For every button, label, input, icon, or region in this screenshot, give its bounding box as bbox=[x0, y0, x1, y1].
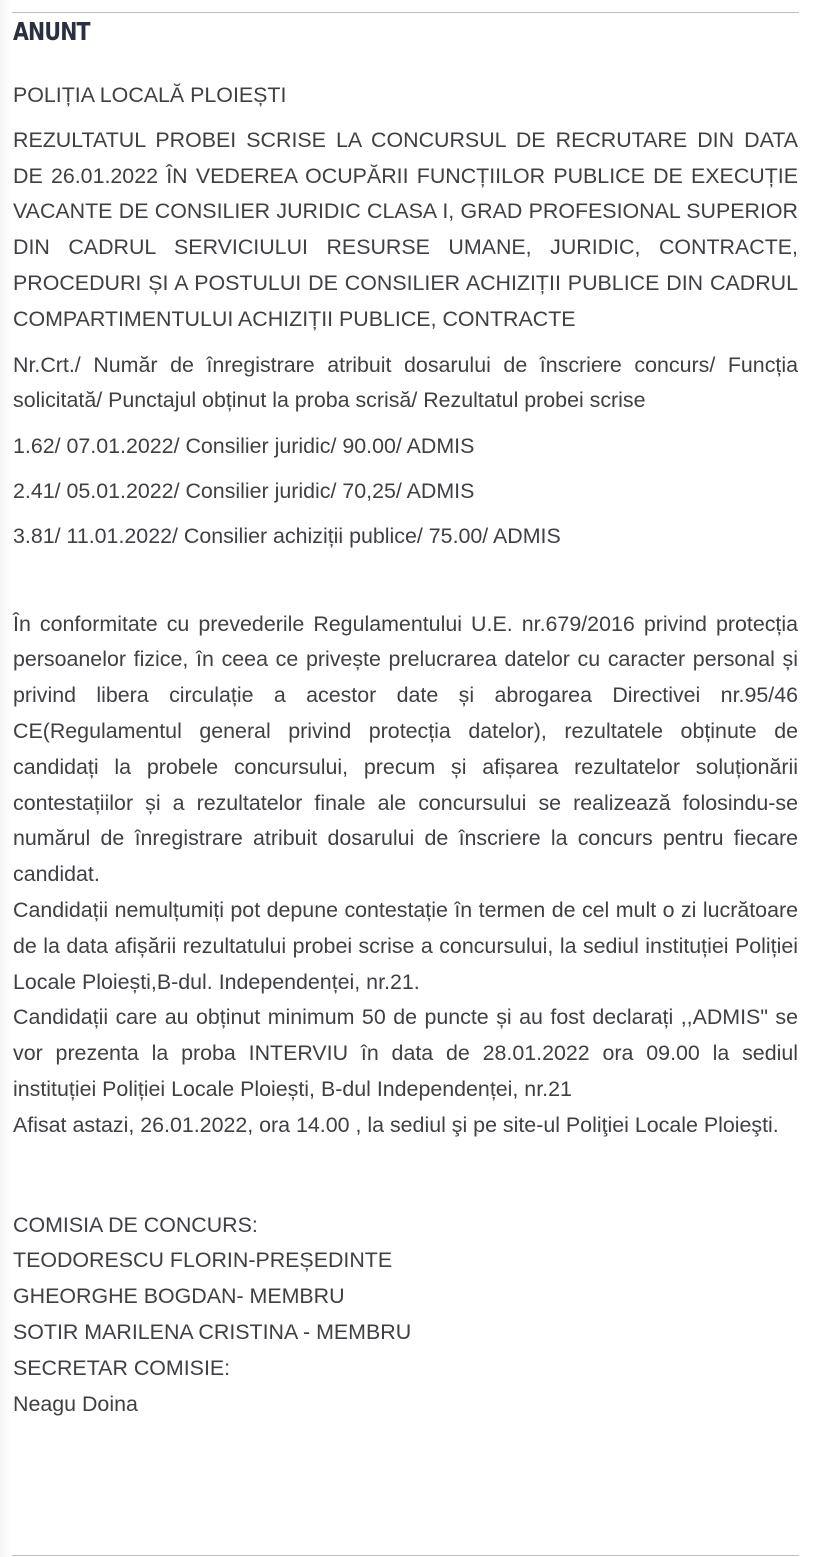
commission-member-3: SOTIR MARILENA CRISTINA - MEMBRU bbox=[13, 1319, 412, 1344]
posted-paragraph: Afisat astazi, 26.01.2022, ora 14.00 , la sediul şi pe site-ul Poliţiei Locale Ploieşti. bbox=[13, 1112, 779, 1137]
commission-member-2: GHEORGHE BOGDAN- MEMBRU bbox=[13, 1284, 345, 1309]
announcement-title: REZULTATUL PROBEI SCRISE LA CONCURSUL DE RECRUTARE DIN DATA DE 26.01.2022 ÎN VEDEREA OCUPĂRII FUNCȚIILOR PUBLICE DE EXECUȚIE VACANTE DE CONSILIER JURIDIC CLASA I, GRAD PROFESIONAL SUPERIOR DIN CADRUL SERVICIULUI RESURSE UMANE, JURIDIC, CONTRACTE, PROCEDURI ȘI A POSTULUI DE CONSILIER ACHIZIȚII PUBLICE DIN CADRUL COMPARTIMENTULUI ACHIZIȚII PUBLICE, CONTRACTE bbox=[13, 127, 798, 331]
contestation-paragraph: Candidații nemulțumiți pot depune contestație în termen de cel mult o zi lucrătoare de la data afișării rezultatului probei scrise a concursului, la sediul instituției Poliției Locale Ploiești,B-dul. Independenței, nr.21. bbox=[13, 897, 798, 994]
institution-name: POLIȚIA LOCALĂ PLOIEȘTI bbox=[13, 83, 287, 107]
page-heading: ANUNT bbox=[13, 17, 90, 46]
result-row-3: 3.81/ 11.01.2022/ Consilier achiziții publice/ 75.00/ ADMIS bbox=[13, 523, 561, 548]
interview-paragraph: Candidații care au obținut minimum 50 de puncte și au fost declarați ,,ADMIS" se vor prezenta la proba INTERVIU în data de 28.01.2022 ora 09.00 la sediul instituției Poliției Locale Ploiești, B-dul Independenței, nr.21 bbox=[13, 1005, 798, 1101]
result-row-1: 1.62/ 07.01.2022/ Consilier juridic/ 90.00/ ADMIS bbox=[13, 434, 475, 459]
bottom-divider bbox=[12, 1555, 799, 1556]
commission-label: COMISIA DE CONCURS: bbox=[13, 1212, 258, 1237]
gdpr-paragraph: În conformitate cu prevederile Regulamentului U.E. nr.679/2016 privind protecția persoanelor fizice, în ceea ce privește prelucrarea datelor cu caracter personal și privind libera circulație a acestor date și abrogarea Directivei nr.95/46 CE(Regulamentul general privind protecția datelor), rezultatele obținute de candidați la probele concursului, precum și afișarea rezultatelor soluționării contestațiilor și a rezultatelor finale ale concursului se realizează folosindu-se numărul de înregistrare atribuit dosarului de înscriere la concurs pentru fiecare candidat. bbox=[13, 611, 798, 887]
secretary-label: SECRETAR COMISIE: bbox=[13, 1355, 231, 1380]
commission-member-1: TEODORESCU FLORIN-PREȘEDINTE bbox=[13, 1248, 393, 1273]
result-row-2: 2.41/ 05.01.2022/ Consilier juridic/ 70,25/ ADMIS bbox=[13, 478, 475, 503]
announcement-body bbox=[13, 78, 798, 1422]
top-divider bbox=[12, 12, 799, 13]
secretary-name: Neagu Doina bbox=[13, 1391, 138, 1416]
results-columns-header: Nr.Crt./ Număr de înregistrare atribuit dosarului de înscriere concurs/ Funcția solicitată/ Punctajul obținut la proba scrisă/ Rezultatul probei scrise bbox=[13, 352, 798, 413]
